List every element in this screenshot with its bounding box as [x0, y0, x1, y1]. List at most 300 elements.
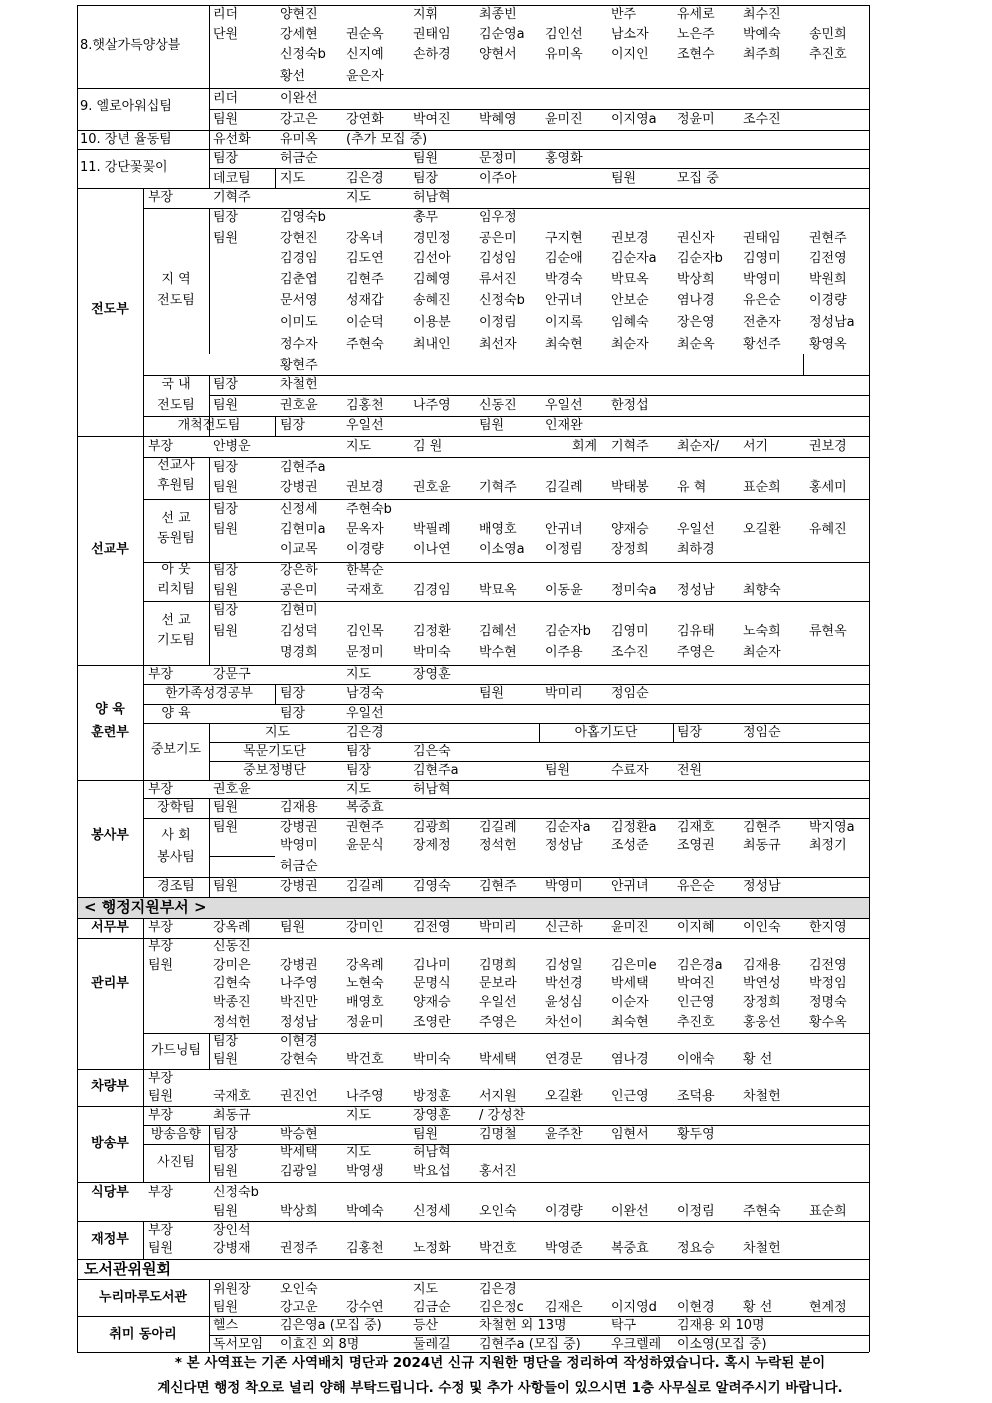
roster-cell: 김현주: [479, 879, 517, 894]
roster-cell: 김은영a (모집 중): [280, 1318, 382, 1333]
roster-cell: 인근영: [677, 995, 715, 1010]
roster-cell: 최선자: [479, 337, 517, 352]
roster-cell: 박세택: [479, 1052, 517, 1067]
roster-cell: 이동윤: [545, 583, 583, 598]
roster-cell: 부장: [148, 667, 174, 682]
team-label: 양 육: [161, 706, 191, 721]
roster-cell: 임혜숙: [611, 315, 649, 330]
roster-cell: 나주영: [280, 976, 318, 991]
footnote-line-1: * 본 사역표는 기존 사역배치 명단과 2024년 신규 지원한 명단을 정리하여 작성하였습니다. 혹시 누락된 분이: [174, 1355, 826, 1371]
roster-cell: 정임순: [611, 686, 649, 701]
roster-cell: 김길례: [346, 879, 384, 894]
roster-cell: 강병권: [280, 820, 318, 835]
roster-cell: 김성덕: [280, 624, 318, 639]
roster-cell: 신정세: [280, 502, 318, 517]
roster-cell: 장정희: [611, 542, 649, 557]
roster-cell: 국재호: [213, 1089, 251, 1104]
roster-cell: 신정숙b: [280, 47, 326, 62]
roster-cell: 장영훈: [413, 667, 451, 682]
roster-cell: 김은경a: [677, 958, 723, 973]
roster-cell: 허남혁: [413, 1145, 451, 1160]
grid-hline: [77, 149, 869, 150]
roster-cell: 주영은: [479, 1015, 517, 1030]
grid-vline: [803, 354, 804, 375]
roster-cell: 박종진: [213, 995, 251, 1010]
roster-cell: 김은숙: [413, 744, 451, 759]
grid-hline: [209, 742, 869, 743]
roster-cell: 성재갑: [346, 293, 384, 308]
roster-cell: 팀장: [213, 1145, 239, 1160]
roster-cell: 박묘옥: [611, 272, 649, 287]
grid-hline: [143, 818, 869, 819]
grid-hline: [77, 665, 869, 666]
grid-hline: [143, 723, 869, 724]
roster-cell: 최향숙: [743, 583, 781, 598]
roster-cell: 최동규: [743, 838, 781, 853]
grid-hline: [77, 88, 869, 89]
roster-cell: 부장: [148, 1223, 174, 1238]
roster-cell: 단원: [213, 27, 239, 42]
roster-cell: 등산: [413, 1318, 439, 1333]
team-label: 방송음향: [150, 1127, 202, 1142]
grid-vline: [209, 601, 210, 665]
roster-cell: 김혜선: [479, 624, 517, 639]
roster-cell: 한지영: [809, 920, 847, 935]
roster-cell: 박지영a: [809, 820, 855, 835]
roster-cell: 임현서: [611, 1127, 649, 1142]
roster-cell: 김전영: [809, 958, 847, 973]
library-committee-header: 도서관위원회: [84, 1260, 171, 1278]
roster-cell: 헬스: [213, 1318, 239, 1333]
roster-cell: 한정섭: [611, 398, 649, 413]
roster-cell: 김현주a: [413, 763, 459, 778]
team-label: 후원팀: [157, 478, 195, 493]
roster-cell: 지도: [346, 1108, 372, 1123]
grid-vline: [209, 1033, 210, 1069]
team-label: 장학팀: [157, 800, 195, 815]
grid-hline: [143, 601, 869, 602]
roster-cell: 김춘엽: [280, 272, 318, 287]
roster-cell: 노정화: [413, 1241, 451, 1256]
roster-cell: 남소자: [611, 27, 649, 42]
roster-cell: 김정환a: [611, 820, 657, 835]
team-label: 목문기도단: [243, 744, 306, 759]
roster-cell: 강옥례: [213, 920, 251, 935]
roster-cell: 정윤미: [677, 112, 715, 127]
roster-cell: 차철헌: [743, 1089, 781, 1104]
roster-cell: 우일선: [545, 398, 583, 413]
roster-cell: 팀원: [213, 583, 239, 598]
roster-cell: 박정임: [809, 976, 847, 991]
roster-cell: 박건호: [346, 1052, 384, 1067]
roster-cell: 팀장: [213, 502, 239, 517]
roster-cell: 홍영화: [545, 151, 583, 166]
roster-cell: 강고운: [280, 1300, 318, 1315]
team-label: 사 회: [161, 828, 191, 843]
roster-cell: 신지예: [346, 47, 384, 62]
roster-cell: 최숙현: [545, 337, 583, 352]
roster-cell: 유미옥: [280, 132, 318, 147]
roster-cell: 박예숙: [346, 1204, 384, 1219]
roster-cell: 안귀녀: [611, 879, 649, 894]
roster-cell: 박영미: [280, 838, 318, 853]
roster-cell: 조현수: [677, 47, 715, 62]
roster-cell: 박필례: [413, 522, 451, 537]
grid-hline: [77, 130, 869, 131]
roster-cell: 신정세: [413, 1204, 451, 1219]
roster-cell: 김영미: [743, 251, 781, 266]
roster-cell: 양재승: [413, 995, 451, 1010]
roster-cell: 추진호: [677, 1015, 715, 1030]
roster-cell: 노현숙: [346, 976, 384, 991]
roster-cell: 허남혁: [413, 190, 451, 205]
roster-cell: 김홍천: [346, 398, 384, 413]
roster-cell: 이정림: [545, 542, 583, 557]
roster-cell: 김혜영: [413, 272, 451, 287]
grid-hline: [77, 1316, 869, 1317]
roster-cell: 박요섭: [413, 1164, 451, 1179]
grid-vline: [209, 1125, 210, 1182]
roster-cell: 남경숙: [346, 686, 384, 701]
roster-cell: 송혜진: [413, 293, 451, 308]
roster-cell: 지도: [346, 782, 372, 797]
team-label: 지도: [264, 725, 291, 740]
roster-cell: 권호윤: [280, 398, 318, 413]
section-label-jangnyeon: 10. 장년 율동팀: [80, 132, 172, 147]
roster-cell: 이나연: [413, 542, 451, 557]
roster-cell: 정성남a: [809, 315, 855, 330]
roster-cell: 박영준: [545, 1241, 583, 1256]
roster-cell: 김순자b: [545, 624, 591, 639]
roster-cell: 신동진: [479, 398, 517, 413]
roster-cell: 부장: [148, 782, 174, 797]
roster-cell: 김현주: [346, 272, 384, 287]
grid-vline: [143, 1221, 144, 1259]
roster-cell: 팀장: [413, 171, 439, 186]
roster-cell: 김재호: [677, 820, 715, 835]
roster-cell: 이소영(모집 중): [677, 1337, 767, 1352]
grid-hline: [143, 416, 869, 417]
grid-hline: [209, 395, 869, 396]
grid-hline: [143, 798, 869, 799]
roster-cell: 최수진: [743, 7, 781, 22]
roster-cell: 부장: [148, 939, 174, 954]
roster-cell: 유미옥: [545, 47, 583, 62]
roster-cell: 정수자: [280, 337, 318, 352]
roster-cell: 김순애: [545, 251, 583, 266]
roster-cell: 김현주a (모집 중): [479, 1337, 581, 1352]
roster-cell: 이현경: [280, 1034, 318, 1049]
roster-cell: 김경임: [280, 251, 318, 266]
roster-cell: 유은순: [677, 879, 715, 894]
roster-cell: 팀원: [213, 398, 239, 413]
roster-cell: 이주용: [545, 645, 583, 660]
roster-cell: 윤미진: [545, 112, 583, 127]
roster-cell: 윤미진: [611, 920, 649, 935]
roster-cell: 김나미: [413, 958, 451, 973]
roster-cell: 정성남: [545, 838, 583, 853]
grid-vline: [275, 168, 276, 188]
roster-cell: 우일선: [346, 706, 384, 721]
team-label: 국 내: [161, 377, 191, 392]
roster-cell: 이경량: [346, 542, 384, 557]
roster-cell: 이경량: [545, 1204, 583, 1219]
grid-vline: [209, 798, 210, 877]
grid-vline: [209, 457, 210, 499]
roster-cell: 기혁주: [611, 439, 649, 454]
grid-hline: [143, 208, 869, 209]
roster-cell: 공은미: [479, 231, 517, 246]
roster-cell: 정미숙a: [611, 583, 657, 598]
roster-cell: 팀장: [213, 1034, 239, 1049]
roster-cell: 팀장: [213, 603, 239, 618]
team-label: 중보기도: [150, 742, 202, 757]
roster-cell: 지도: [346, 667, 372, 682]
team-label: 아홉기도단: [574, 725, 638, 740]
roster-cell: 김명철: [479, 1127, 517, 1142]
roster-cell: 송민희: [809, 27, 847, 42]
grid-hline: [77, 1259, 869, 1260]
roster-cell: 황수옥: [809, 1015, 847, 1030]
roster-cell: 김성일: [545, 958, 583, 973]
roster-cell: 김은미e: [611, 958, 657, 973]
roster-cell: 이지혜: [677, 920, 715, 935]
roster-cell: 팀장: [346, 744, 372, 759]
grid-vline: [143, 918, 144, 938]
roster-cell: 황영옥: [809, 337, 847, 352]
roster-cell: 박여진: [413, 112, 451, 127]
roster-cell: 문정미: [346, 645, 384, 660]
roster-cell: 문서영: [280, 293, 318, 308]
roster-cell: 팀원: [413, 151, 439, 166]
roster-cell: 강세현: [280, 27, 318, 42]
dept-label-nuri: 누리마루도서관: [99, 1290, 187, 1305]
roster-cell: 주현숙: [743, 1204, 781, 1219]
roster-cell: 팀원: [213, 1164, 239, 1179]
roster-cell: 차선이: [545, 1015, 583, 1030]
roster-cell: 신근하: [545, 920, 583, 935]
roster-cell: 유 혁: [677, 480, 707, 495]
roster-cell: 이순덕: [346, 315, 384, 330]
roster-cell: 오인숙: [479, 1204, 517, 1219]
grid-vline: [275, 684, 276, 704]
roster-cell: 강병권: [280, 879, 318, 894]
grid-vline: [209, 562, 210, 601]
grid-hline: [77, 1106, 869, 1107]
roster-cell: 박승현: [280, 1127, 318, 1142]
roster-cell: 류현옥: [809, 624, 847, 639]
roster-cell: 둘레길: [413, 1337, 451, 1352]
roster-cell: 김전영: [809, 251, 847, 266]
roster-cell: 최순자: [611, 337, 649, 352]
roster-cell: 표순희: [809, 1204, 847, 1219]
roster-cell: 부장: [148, 1185, 174, 1200]
roster-cell: 윤주찬: [545, 1127, 583, 1142]
team-label: 전도팀: [157, 398, 195, 413]
grid-vline: [209, 877, 210, 897]
roster-cell: 명경희: [280, 645, 318, 660]
roster-cell: 리더: [213, 7, 239, 22]
team-label: 동원팀: [157, 530, 195, 546]
roster-cell: 모집 중: [677, 171, 719, 186]
roster-cell: 팀원: [213, 480, 239, 495]
team-label: 가드닝팀: [150, 1043, 202, 1058]
roster-cell: 박진만: [280, 995, 318, 1010]
roster-cell: 강미인: [346, 920, 384, 935]
admin-section-header: < 행정지원부서 >: [84, 898, 207, 916]
grid-hline: [143, 457, 869, 458]
roster-cell: 문명식: [413, 976, 451, 991]
roster-cell: 구지현: [545, 231, 583, 246]
roster-cell: 양재승: [611, 522, 649, 537]
roster-cell: 팀원: [213, 820, 239, 835]
roster-cell: 팀원: [148, 1089, 174, 1104]
footnote-line-2: 계신다면 행정 착오로 널리 양해 부탁드립니다. 수정 및 추가 사항들이 있으시면 1층 사무실로 알려주시기 바랍니다.: [157, 1380, 843, 1396]
roster-cell: 리더: [213, 91, 239, 106]
roster-cell: 팀원: [213, 879, 239, 894]
grid-hline: [143, 1144, 869, 1145]
team-label: 선교사: [157, 458, 195, 473]
roster-cell: 최정기: [809, 838, 847, 853]
team-label: 경조팀: [157, 879, 195, 894]
roster-cell: 정성남: [677, 583, 715, 598]
roster-cell: 이용분: [413, 315, 451, 330]
roster-cell: 황 선: [743, 1300, 773, 1315]
roster-cell: 우일선: [677, 522, 715, 537]
roster-cell: 지도: [346, 439, 372, 454]
roster-cell: 이인숙: [743, 920, 781, 935]
roster-cell: 김재은: [545, 1300, 583, 1315]
roster-cell: 유선화: [213, 132, 251, 147]
roster-cell: 팀장: [346, 763, 372, 778]
roster-cell: 배영호: [479, 522, 517, 537]
roster-cell: 기혁주: [213, 190, 251, 205]
roster-cell: 안병운: [213, 439, 251, 454]
roster-cell: 팀원: [148, 958, 174, 973]
grid-hline: [77, 1279, 869, 1280]
roster-cell: 서기: [743, 439, 769, 454]
roster-cell: 최종빈: [479, 7, 517, 22]
roster-cell: 김정환: [413, 624, 451, 639]
roster-cell: 차철헌: [280, 377, 318, 392]
roster-cell: 최주희: [743, 47, 781, 62]
roster-cell: 유혜진: [809, 522, 847, 537]
dept-label-bangsong: 방송부: [91, 1136, 129, 1151]
roster-cell: 팀원: [479, 686, 505, 701]
roster-cell: 공은미: [280, 583, 318, 598]
roster-cell: 강수연: [346, 1300, 384, 1315]
grid-hline: [143, 877, 869, 878]
roster-cell: 나주영: [346, 1089, 384, 1104]
roster-cell: 권보경: [346, 480, 384, 495]
grid-vline: [209, 5, 210, 88]
roster-cell: 팀장: [213, 563, 239, 578]
roster-cell: 우크렐레: [611, 1337, 662, 1352]
roster-cell: 부장: [148, 439, 174, 454]
section-label-gangdan: 11. 강단꽃꽂이: [80, 160, 168, 175]
roster-cell: 김영숙b: [280, 210, 326, 225]
roster-cell: 권진언: [280, 1089, 318, 1104]
roster-cell: 지도: [413, 1282, 439, 1297]
roster-cell: 문보라: [479, 976, 517, 991]
grid-hline: [77, 918, 869, 919]
dept-label-seomu: 서무부: [91, 920, 129, 935]
roster-cell: 강문구: [213, 667, 251, 682]
roster-cell: 데코팀: [213, 171, 251, 186]
roster-cell: 박원희: [809, 272, 847, 287]
roster-cell: 장제정: [413, 838, 451, 853]
grid-vline: [275, 416, 276, 436]
dept-label-jeondo: 전도부: [91, 302, 129, 317]
roster-cell: 방정훈: [413, 1089, 451, 1104]
roster-cell: 김인목: [346, 624, 384, 639]
roster-cell: 신정숙b: [213, 1185, 259, 1200]
grid-hline: [143, 499, 869, 500]
roster-cell: 김금순: [413, 1300, 451, 1315]
roster-cell: 수료자: [611, 763, 649, 778]
roster-cell: 박미리: [545, 686, 583, 701]
roster-cell: 권보경: [809, 439, 847, 454]
roster-cell: 염나경: [677, 293, 715, 308]
roster-cell: 박태봉: [611, 480, 649, 495]
roster-cell: 김영미: [611, 624, 649, 639]
roster-cell: 이교목: [280, 542, 318, 557]
roster-cell: 장영훈: [413, 1108, 451, 1123]
roster-cell: 이지인: [611, 47, 649, 62]
roster-cell: 복중효: [346, 800, 384, 815]
roster-cell: 반주: [611, 7, 637, 22]
roster-cell: 황두영: [677, 1127, 715, 1142]
roster-cell: 팀원: [545, 763, 571, 778]
roster-cell: 박미리: [479, 920, 517, 935]
roster-cell: 이경량: [809, 293, 847, 308]
roster-cell: 팀원: [213, 1204, 239, 1219]
dept-label-yangyuk: 양 육: [95, 702, 125, 717]
roster-cell: 권태임: [743, 231, 781, 246]
grid-hline: [209, 109, 869, 110]
roster-cell: 박상희: [280, 1204, 318, 1219]
roster-cell: 김은정c: [479, 1300, 524, 1315]
roster-cell: 조성준: [611, 838, 649, 853]
roster-cell: 팀장: [213, 377, 239, 392]
roster-cell: 조영권: [677, 838, 715, 853]
grid-hline: [77, 1069, 869, 1070]
roster-cell: 류서진: [479, 272, 517, 287]
grid-hline: [143, 1125, 869, 1126]
roster-cell: 강병권: [280, 958, 318, 973]
roster-cell: 지휘: [413, 7, 439, 22]
roster-cell: 김현숙: [213, 976, 251, 991]
roster-cell: 전춘자: [743, 315, 781, 330]
roster-cell: 김전영: [413, 920, 451, 935]
roster-cell: 김성임: [479, 251, 517, 266]
grid-hline: [209, 856, 275, 857]
grid-vline: [143, 1069, 144, 1106]
roster-cell: 지도: [346, 190, 372, 205]
grid-hline: [143, 562, 869, 563]
roster-cell: 이정림: [677, 1204, 715, 1219]
roster-cell: 이효진 외 8명: [280, 1337, 360, 1352]
roster-cell: 부장: [148, 1071, 174, 1086]
team-label: 중보정병단: [243, 763, 306, 778]
roster-cell: 이정림: [479, 315, 517, 330]
roster-cell: 팀원: [213, 231, 239, 246]
roster-cell: / 강성찬: [479, 1108, 526, 1123]
roster-cell: 팀원: [213, 1052, 239, 1067]
roster-cell: 이완선: [611, 1204, 649, 1219]
roster-cell: 임우정: [479, 210, 517, 225]
roster-cell: 이순자: [611, 995, 649, 1010]
